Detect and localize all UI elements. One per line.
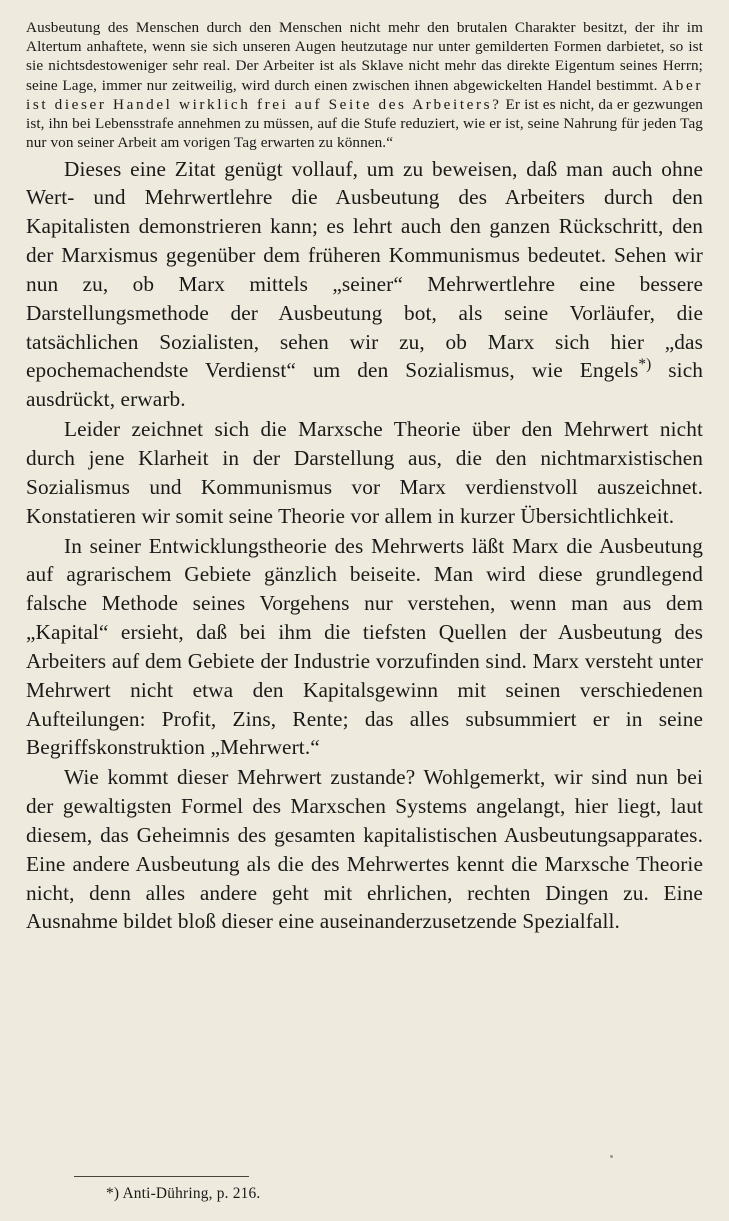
paragraph-1-text: Dieses eine Zitat genügt vollauf, um zu beweisen, daß man auch ohne Wert- und Mehrwertlehre die Ausbeutung des Arbeiters durch den Kapitalisten demonstrieren kann; es lehrt auch den ganzen Rückschritt, den der Marxismus gegenüber dem früheren Kommunismus bedeutet. Sehen wir nun zu, ob Marx mittels „seiner“ Mehrwertlehre eine bessere Darstellungsmethode der Ausbeutung bot, als seine Vorläufer, die tatsächlichen Sozialisten, sehen wir zu, ob Marx sich hier „das epochemachendste Verdienst“ um den Sozialismus, wie Engels [26,156,703,383]
footnote-marker: *) [106,1184,120,1202]
paragraph-1-text-after: sich ausdrückt, erwarb. [26,358,703,412]
paragraph-1 [26,155,703,415]
quote-part-two: Er ist es nicht, da er gezwungen ist, ihn bei Lebensstrafe annehmen zu müssen, auf die Stufe reduziert, wie er ist, seine Nahrung für jeden Tag nur von seiner Arbeit am vorigen Tag erwarten zu können.“ [26,95,703,152]
quote-emphasized-question: Aber ist dieser Handel wirklich frei auf Seite des Arbeiters? [26,76,703,113]
paragraph-3: In seiner Entwicklungstheorie des Mehrwerts läßt Marx die Ausbeutung auf agrarischem Gebiete gänzlich beiseite. Man wird diese grundlegend falsche Methode seines Vorgehens nur verstehen, wenn man aus dem „Kapital“ ersieht, daß bei ihm die tiefsten Quellen der Ausbeutung des Arbeiters auf dem Gebiete der Industrie vorzufinden sind. Marx versteht unter Mehrwert nicht etwa den Kapitalsgewinn mit seinen verschiedenen Aufteilungen: Profit, Zins, Rente; das alles subsummiert er in seine Begriffskonstruktion „Mehrwert.“ [26,533,703,760]
quote-part-one: Ausbeutung des Menschen durch den Menschen nicht mehr den brutalen Charakter besitzt, der ihr im Altertum anhaftete, wenn sie sich unseren Augen heutzutage nur unter gemilderten Formen darbietet, so ist sie nichtsdestoweniger sehr real. Der Arbeiter ist als Sklave nicht mehr das direkte Eigentum seines Herrn; seine Lage, immer nur zeitweilig, wird durch einen zwischen ihnen abgewickelten Handel bestimmt. [26,19,703,94]
paper-speck [610,1155,613,1158]
footnote-separator-rule [74,1176,249,1177]
footnote-text: Anti-Dühring, p. 216. [122,1184,261,1202]
footnote-reference-marker: *) [638,356,652,374]
paragraph-2: Leider zeichnet sich die Marxsche Theorie über den Mehrwert nicht durch jene Klarheit in der Darstellung aus, die den nichtmarxistischen Sozialismus und Kommunismus vor Marx verdienstvoll auszeichnet. Konstatieren wir somit seine Theorie vor allem in kurzer Übersichtlichkeit. [26,417,703,528]
block-quotation [26,18,703,153]
paragraph-4: Wie kommt dieser Mehrwert zustande? Wohlgemerkt, wir sind nun bei der gewaltigsten Formel des Marxschen Systems angelangt, hier liegt, laut diesem, das Geheimnis des gesamten kapitalistischen Ausbeutungsapparates. Eine andere Ausbeutung als die des Mehrwertes kennt die Marxsche Theorie nicht, denn alles andere geht mit ehrlichen, rechten Dingen zu. Eine Ausnahme bildet bloß dieser eine auseinanderzusetzende Spezialfall. [26,765,703,934]
footnote-area [26,1176,703,1203]
footnote [106,1185,703,1203]
